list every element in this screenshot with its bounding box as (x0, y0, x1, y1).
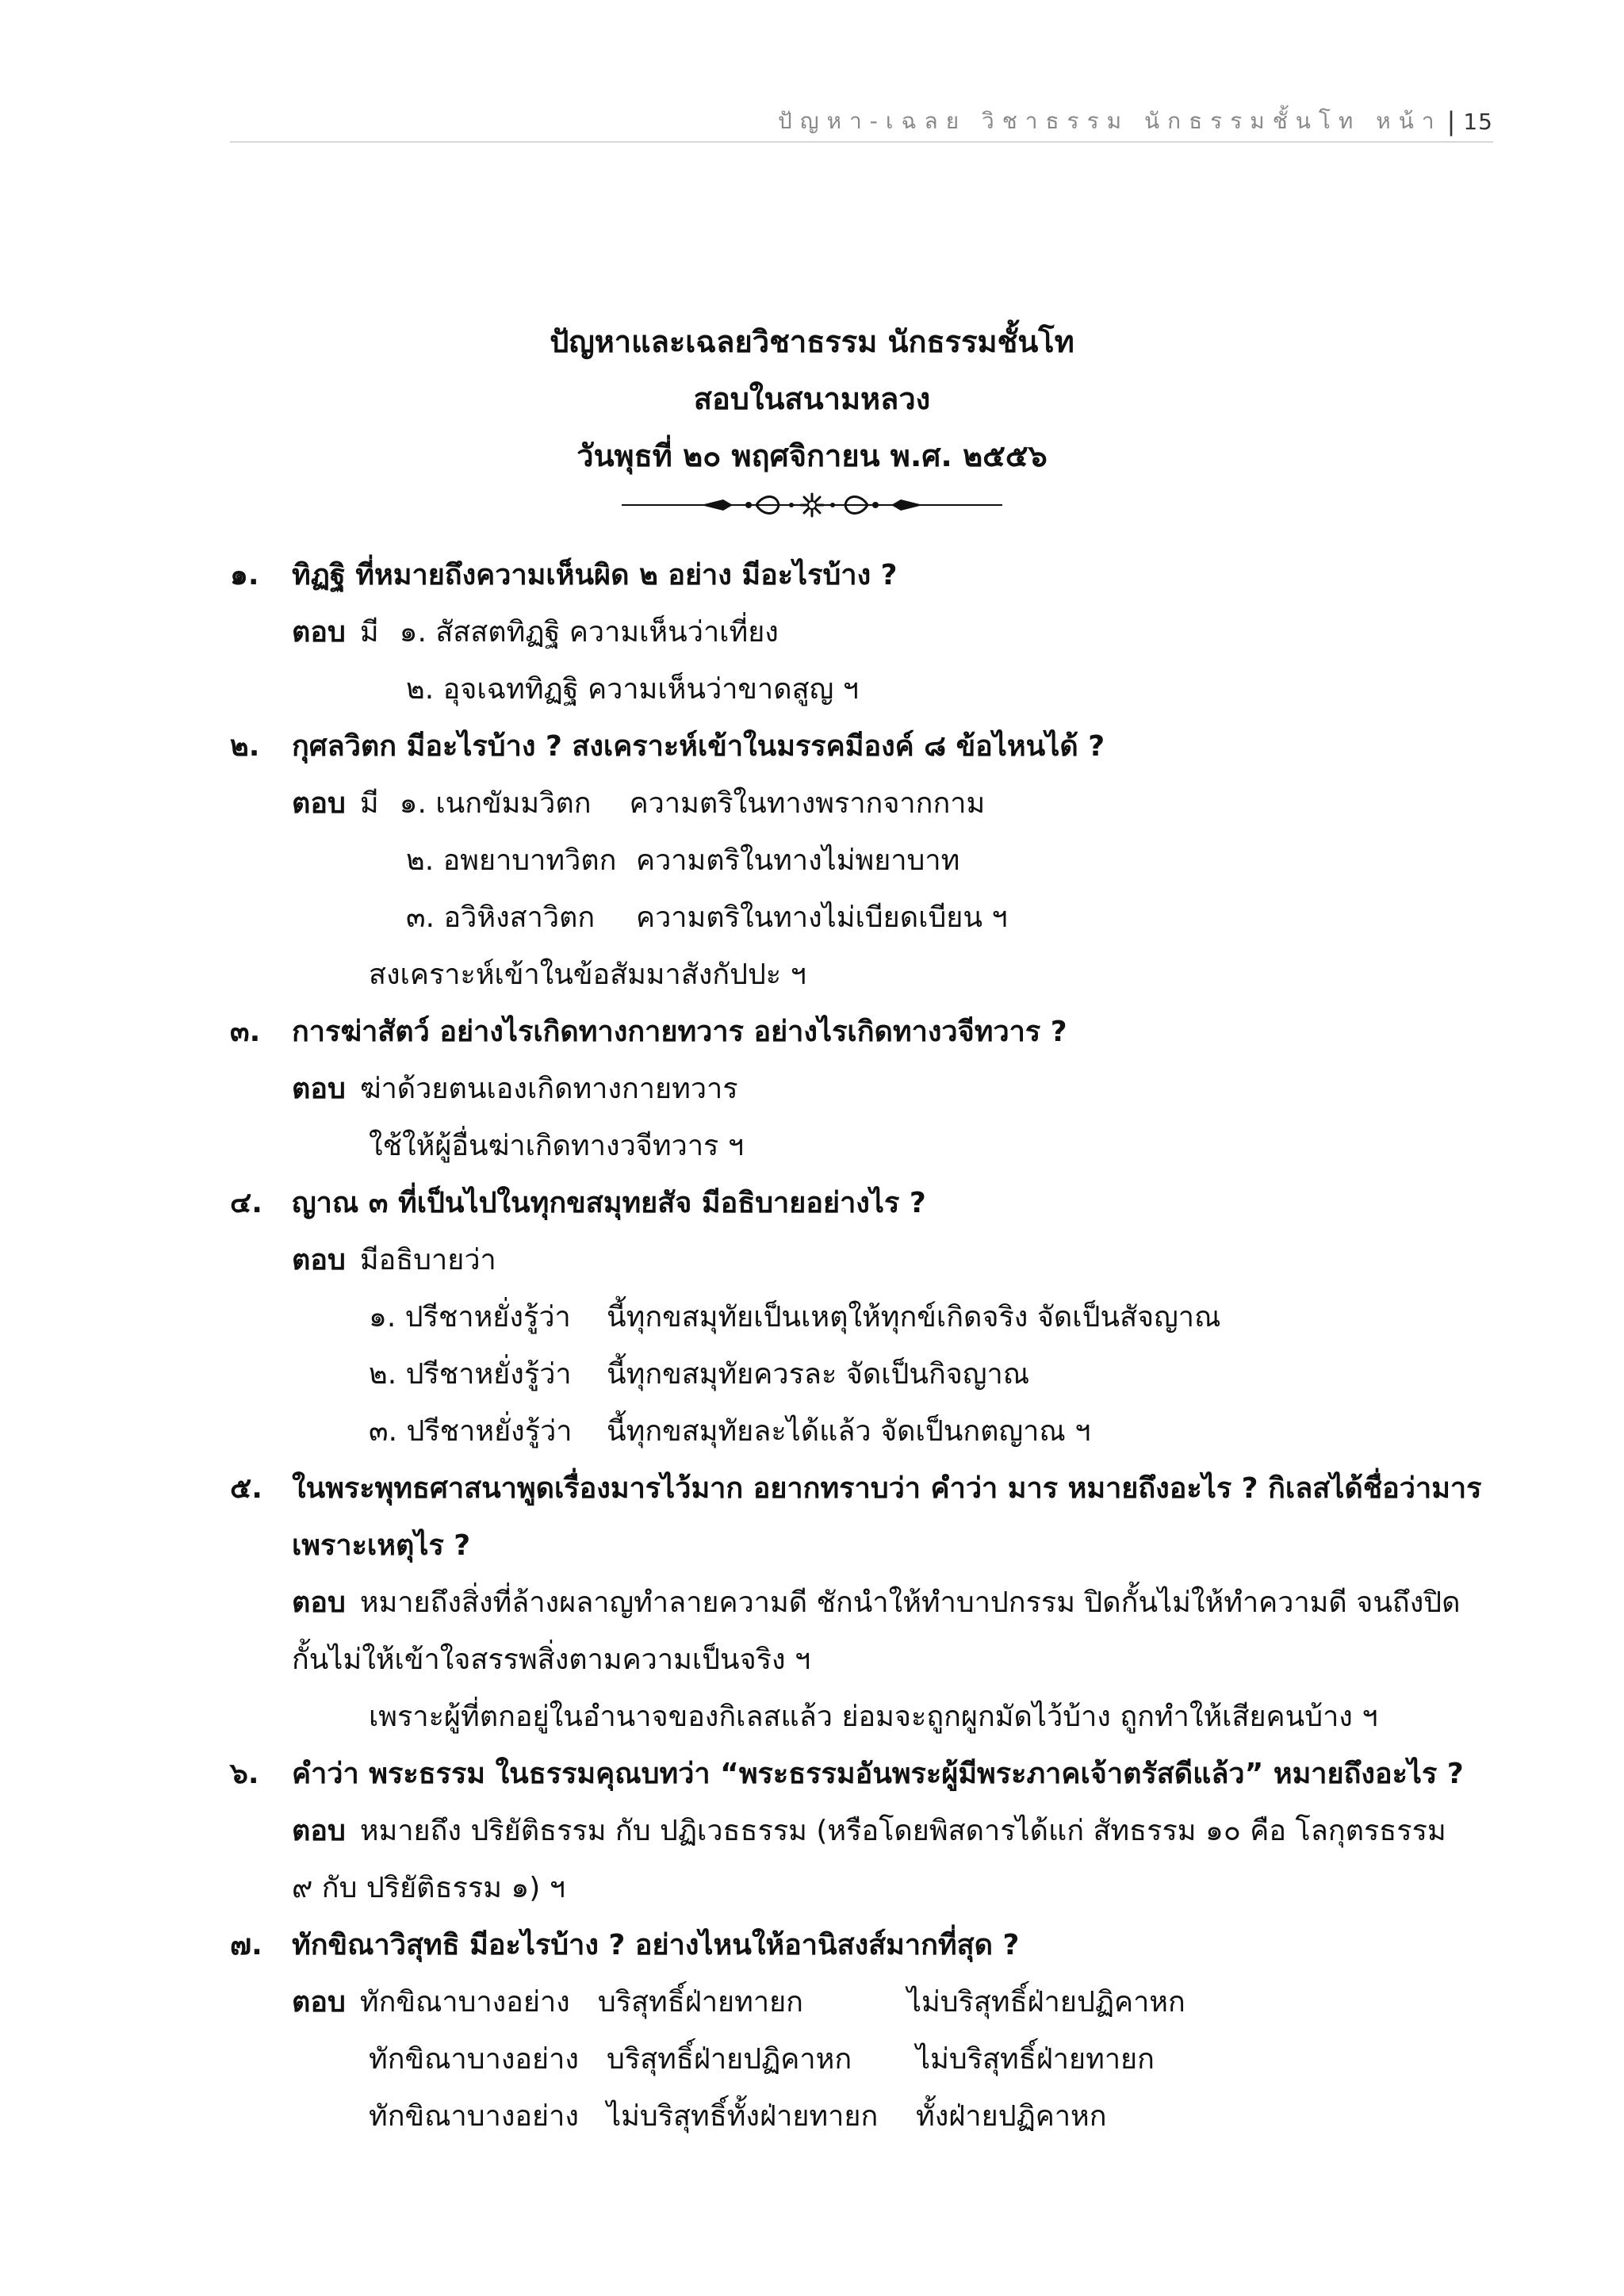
table-cell: ทักขิณาบางอย่าง (359, 1986, 570, 2019)
answer-1-line-1 (230, 604, 1505, 661)
answer-text: หมายถึงสิ่งที่ล้างผลาญทำลายความดี ชักนำให้ทำบาปกรรม ปิดกั้นไม่ให้ทำความดี จนถึงปิด (359, 1586, 1461, 1619)
list-item-desc: ความตริในทางไม่พยาบาท (636, 844, 960, 877)
question-number: ๕. (230, 1472, 262, 1505)
answer-2-line-4 (230, 947, 1505, 1004)
header-title: ปัญหา-เฉลย วิชาธรรม นักธรรมชั้นโท หน้า (778, 108, 1442, 134)
question-number: ๑. (230, 559, 259, 591)
table-cell: ทักขิณาบางอย่าง (369, 2100, 579, 2133)
question-text: ในพระพุทธศาสนาพูดเรื่องมารไว้มาก อยากทราบว่า คำว่า มาร หมายถึงอะไร ? กิเลสได้ชื่อว่ามาร (292, 1472, 1482, 1505)
answer-3-line-2 (230, 1118, 1505, 1175)
answer-4-line-4 (230, 1403, 1505, 1460)
list-item-term: ๒. อพยาบาทวิตก (406, 844, 617, 877)
answer-5-line-1 (230, 1575, 1505, 1632)
question-text: การฆ่าสัตว์ อย่างไรเกิดทางกายทวาร อย่างไรเกิดทางวจีทวาร ? (292, 1016, 1067, 1048)
table-cell: ทั้งฝ่ายปฏิคาหก (916, 2100, 1107, 2133)
list-item-term: ๓. อวิหิงสาวิตก (406, 901, 596, 934)
answer-1-line-2 (230, 661, 1505, 718)
question-number: ๔. (230, 1187, 262, 1219)
question-1 (230, 547, 1505, 604)
question-text: กุศลวิตก มีอะไรบ้าง ? สงเคราะห์เข้าในมรรคมีองค์ ๘ ข้อไหนได้ ? (292, 730, 1105, 763)
answer-text: ๙ กับ ปริยัติธรรม ๑) ฯ (292, 1872, 565, 1904)
answer-label: ตอบ (292, 1986, 346, 2019)
question-number: ๒. (230, 730, 260, 763)
question-7 (230, 1917, 1505, 1974)
page-number: 15 (1463, 108, 1493, 135)
answer-text: ๒. อุจเฉททิฏฐิ ความเห็นว่าขาดสูญ ฯ (406, 673, 859, 706)
list-item-desc: ความตริในทางพรากจากกาม (629, 787, 986, 820)
table-cell: ไม่บริสุทธิ์ทั้งฝ่ายทายก (607, 2100, 879, 2133)
answer-intro: มี (359, 616, 379, 649)
question-text: ทักขิณาวิสุทธิ มีอะไรบ้าง ? อย่างไหนให้อานิสงส์มากที่สุด ? (292, 1929, 1020, 1961)
answer-text: มีอธิบายว่า (359, 1244, 496, 1276)
question-text: คำว่า พระธรรม ในธรรมคุณบทว่า “พระธรรมอันพระผู้มีพระภาคเจ้าตรัสดีแล้ว” หมายถึงอะไร ? (292, 1758, 1464, 1790)
header-separator: | (1446, 106, 1456, 136)
answer-4-line-3 (230, 1346, 1505, 1403)
list-item-desc: นี้ทุกขสมุทัยควรละ จัดเป็นกิจญาณ (607, 1358, 1030, 1391)
answer-5-line-3 (230, 1689, 1505, 1746)
ornament-divider-icon (622, 491, 1002, 519)
answer-label: ตอบ (292, 1815, 346, 1847)
answer-6-line-2 (230, 1860, 1505, 1917)
answer-text: ใช้ให้ผู้อื่นฆ่าเกิดทางวจีทวาร ฯ (369, 1130, 745, 1162)
question-number: ๗. (230, 1929, 262, 1961)
answer-text: ๑. สัสสตทิฏฐิ ความเห็นว่าเที่ยง (399, 616, 779, 649)
list-item-desc: ความตริในทางไม่เบียดเบียน ฯ (636, 901, 1008, 934)
question-text: ทิฏฐิ ที่หมายถึงความเห็นผิด ๒ อย่าง มีอะไรบ้าง ? (292, 559, 898, 591)
title-line-1: ปัญหาและเฉลยวิชาธรรม นักธรรมชั้นโท (550, 324, 1074, 359)
answer-2-line-3 (230, 890, 1505, 947)
answer-text: ฆ่าด้วยตนเองเกิดทางกายทวาร (359, 1073, 738, 1105)
table-cell: ไม่บริสุทธิ์ฝ่ายปฏิคาหก (906, 1986, 1185, 2019)
title-line-2: สอบในสนามหลวง (693, 381, 931, 416)
answer-text: เพราะผู้ที่ตกอยู่ในอำนาจของกิเลสแล้ว ย่อมจะถูกผูกมัดไว้บ้าง ถูกทำให้เสียคนบ้าง ฯ (369, 1701, 1378, 1733)
list-item-term: ๒. ปรีชาหยั่งรู้ว่า (369, 1358, 572, 1391)
question-text: ญาณ ๓ ที่เป็นไปในทุกขสมุทยสัจ มีอธิบายอย่างไร ? (292, 1187, 926, 1219)
question-2 (230, 718, 1505, 775)
question-6 (230, 1746, 1505, 1803)
answer-2-line-2 (230, 832, 1505, 890)
answer-label: ตอบ (292, 1586, 346, 1619)
question-number: ๓. (230, 1016, 261, 1048)
answer-2-line-1 (230, 775, 1505, 832)
list-item-term: ๓. ปรีชาหยั่งรู้ว่า (369, 1415, 573, 1448)
question-text: เพราะเหตุไร ? (292, 1529, 471, 1562)
answer-label: ตอบ (292, 616, 346, 649)
answer-4-line-2 (230, 1289, 1505, 1346)
table-cell: บริสุทธิ์ฝ่ายปฏิคาหก (607, 2043, 852, 2076)
table-cell: ทักขิณาบางอย่าง (369, 2043, 579, 2076)
answer-7-line-1 (230, 1974, 1505, 2031)
question-number: ๖. (230, 1758, 259, 1790)
title-line-3: วันพุธที่ ๒๐ พฤศจิกายน พ.ศ. ๒๕๕๖ (576, 438, 1048, 473)
list-item-desc: นี้ทุกขสมุทัยเป็นเหตุให้ทุกข์เกิดจริง จัดเป็นสัจญาณ (607, 1301, 1221, 1334)
answer-text: หมายถึง ปริยัติธรรม กับ ปฏิเวธธรรม (หรือโดยพิสดารได้แก่ สัทธรรม ๑๐ คือ โลกุตรธรรม (359, 1815, 1446, 1847)
page-header (230, 101, 1493, 143)
list-item-term: ๑. ปรีชาหยั่งรู้ว่า (369, 1301, 571, 1334)
answer-4-line-1 (230, 1232, 1505, 1289)
answer-3-line-1 (230, 1061, 1505, 1118)
answer-text: กั้นไม่ให้เข้าใจสรรพสิ่งตามความเป็นจริง ฯ (292, 1644, 811, 1676)
qa-content (230, 547, 1505, 2145)
answer-label: ตอบ (292, 1073, 346, 1105)
answer-5-line-2 (230, 1632, 1505, 1689)
answer-7-line-3 (230, 2088, 1505, 2145)
answer-6-line-1 (230, 1803, 1505, 1860)
answer-text: สงเคราะห์เข้าในข้อสัมมาสังกัปปะ ฯ (369, 959, 806, 991)
answer-intro: มี (359, 787, 379, 820)
answer-7-line-2 (230, 2031, 1505, 2088)
table-cell: บริสุทธิ์ฝ่ายทายก (597, 1986, 803, 2019)
question-3 (230, 1004, 1505, 1061)
question-4 (230, 1175, 1505, 1232)
answer-label: ตอบ (292, 1244, 346, 1276)
title-block (0, 313, 1624, 519)
list-item-desc: นี้ทุกขสมุทัยละได้แล้ว จัดเป็นกตญาณ ฯ (607, 1415, 1091, 1448)
question-5 (230, 1460, 1505, 1517)
question-5-continued (230, 1517, 1505, 1575)
table-cell: ไม่บริสุทธิ์ฝ่ายทายก (916, 2043, 1155, 2076)
list-item-term: ๑. เนกขัมมวิตก (399, 787, 592, 820)
answer-label: ตอบ (292, 787, 346, 820)
